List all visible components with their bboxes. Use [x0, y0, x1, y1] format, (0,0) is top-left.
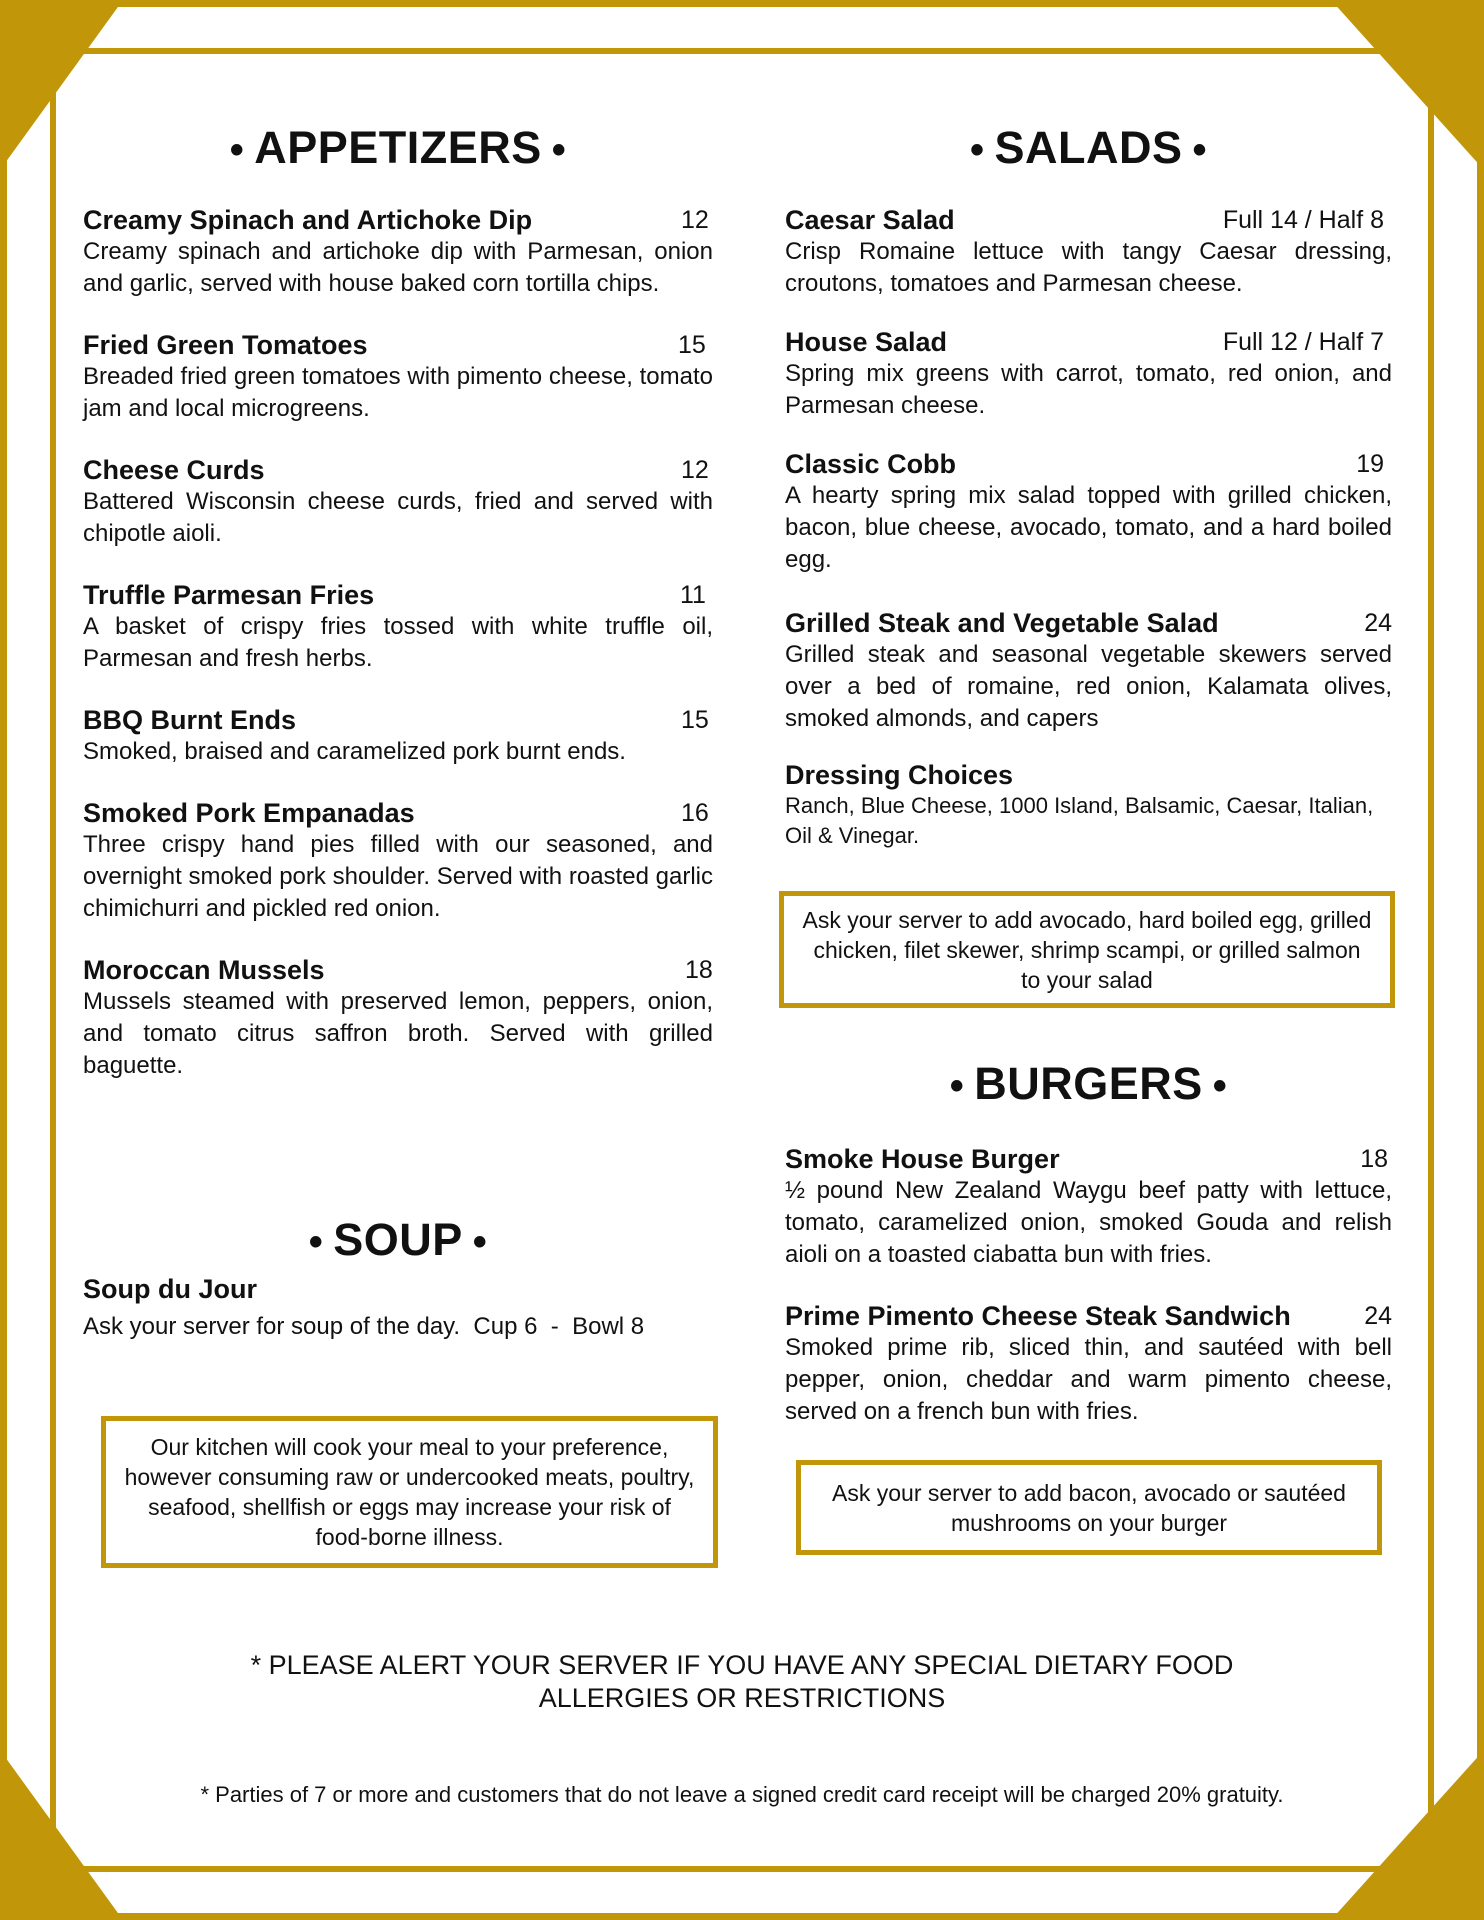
item-price: 16 — [681, 799, 709, 827]
bullet-icon: • — [969, 128, 985, 172]
item-price: 24 — [1364, 609, 1392, 637]
menu-item — [83, 954, 713, 1082]
bullet-icon: • — [949, 1064, 965, 1108]
bullet-icon: • — [308, 1220, 324, 1264]
appetizers-heading — [83, 120, 713, 176]
soup-title: SOUP — [333, 1214, 463, 1265]
item-description: Three crispy hand pies filled with our seasoned, and overnight smoked pork shoulder. Served with roasted garlic chimichurri and pickled red onion. — [83, 831, 713, 922]
item-price: Full 14 / Half 8 — [1222, 206, 1384, 234]
dressing-list: Ranch, Blue Cheese, 1000 Island, Balsamic, Caesar, Italian, Oil & Vinegar. — [785, 793, 1374, 848]
item-description: Grilled steak and seasonal vegetable skewers served over a bed of romaine, red onion, Kalamata olives, smoked almonds, and capers — [785, 641, 1392, 732]
item-description: Breaded fried green tomatoes with pimento cheese, tomato jam and local microgreens. — [83, 363, 713, 422]
salad-addon-notice — [779, 891, 1395, 1008]
bullet-icon: • — [229, 128, 245, 172]
item-description: Spring mix greens with carrot, tomato, red onion, and Parmesan cheese. — [785, 360, 1392, 419]
salad-addon-text: Ask your server to add avocado, hard boiled egg, grilled chicken, filet skewer, shrimp scampi, or grilled salmon to your salad — [802, 906, 1372, 993]
item-name: Creamy Spinach and Artichoke Dip — [83, 205, 533, 235]
item-price: 15 — [678, 331, 706, 359]
gratuity-notice: * Parties of 7 or more and customers that do not leave a signed credit card receipt will be charged 20% gratuity. — [200, 1782, 1284, 1807]
corner-bottom-right — [1331, 1750, 1484, 1920]
right-column — [785, 120, 1392, 851]
menu-item — [83, 797, 713, 925]
bullet-icon: • — [472, 1220, 488, 1264]
item-price: 19 — [1356, 450, 1384, 478]
item-price: Full 12 / Half 7 — [1222, 328, 1384, 356]
item-name: Smoked Pork Empanadas — [83, 798, 415, 828]
menu-item — [785, 448, 1392, 576]
item-name: Cheese Curds — [83, 455, 265, 485]
item-description: A hearty spring mix salad topped with grilled chicken, bacon, blue cheese, avocado, tomato, and a hard boiled egg. — [785, 482, 1392, 573]
item-name: Prime Pimento Cheese Steak Sandwich — [785, 1301, 1291, 1331]
soup-heading — [83, 1212, 713, 1268]
item-name: Truffle Parmesan Fries — [83, 580, 375, 610]
item-price: 11 — [680, 581, 706, 609]
item-description: A basket of crispy fries tossed with white truffle oil, Parmesan and fresh herbs. — [83, 613, 713, 672]
allergy-notice — [0, 1649, 1484, 1715]
burger-addon-text: Ask your server to add bacon, avocado or sautéed mushrooms on your burger — [832, 1479, 1346, 1536]
burger-addon-notice — [796, 1460, 1382, 1555]
item-name: Smoke House Burger — [785, 1144, 1060, 1174]
menu-item — [83, 579, 713, 675]
dressing-title: Dressing Choices — [785, 760, 1014, 790]
bullet-icon: • — [1212, 1064, 1228, 1108]
item-price: 12 — [681, 206, 709, 234]
bullet-icon: • — [1192, 128, 1208, 172]
item-description: Smoked prime rib, sliced thin, and sautéed with bell pepper, onion, cheddar and warm pimento cheese, served on a french bun with fries. — [785, 1334, 1392, 1425]
food-safety-text: Our kitchen will cook your meal to your preference, however consuming raw or undercooked meats, poultry, seafood, shellfish or eggs may increase your risk of food-borne illness. — [124, 1434, 695, 1550]
menu-item — [785, 1300, 1392, 1428]
menu-item — [83, 454, 713, 550]
salads-heading — [785, 120, 1392, 176]
burgers-heading — [785, 1056, 1392, 1112]
item-price: 24 — [1364, 1302, 1392, 1330]
appetizers-title: APPETIZERS — [254, 122, 542, 173]
menu-item — [83, 204, 713, 300]
item-name: Grilled Steak and Vegetable Salad — [785, 608, 1219, 638]
menu-item — [785, 326, 1392, 422]
item-description: Crisp Romaine lettuce with tangy Caesar dressing, croutons, tomatoes and Parmesan cheese. — [785, 238, 1392, 297]
item-price: 15 — [681, 706, 709, 734]
bullet-icon: • — [551, 128, 567, 172]
item-description: Battered Wisconsin cheese curds, fried and served with chipotle aioli. — [83, 488, 713, 547]
item-price: 18 — [1360, 1145, 1388, 1173]
soup-item-description: Ask your server for soup of the day. Cup 6 - Bowl 8 — [83, 1313, 645, 1340]
item-name: House Salad — [785, 327, 948, 357]
food-safety-notice — [101, 1416, 718, 1568]
item-name: BBQ Burnt Ends — [83, 705, 296, 735]
left-column — [83, 120, 713, 1082]
item-name: Caesar Salad — [785, 205, 955, 235]
salads-title: SALADS — [994, 122, 1183, 173]
menu-item — [785, 607, 1392, 735]
item-name: Classic Cobb — [785, 449, 957, 479]
burgers-title: BURGERS — [974, 1058, 1203, 1109]
item-description: Smoked, braised and caramelized pork burnt ends. — [83, 738, 626, 765]
item-description: Creamy spinach and artichoke dip with Parmesan, onion and garlic, served with house baked corn tortilla chips. — [83, 238, 713, 297]
menu-item — [83, 329, 713, 425]
allergy-text: * PLEASE ALERT YOUR SERVER IF YOU HAVE ANY SPECIAL DIETARY FOOD ALLERGIES OR RESTRICTIONS — [250, 1650, 1234, 1713]
soup-item-name: Soup du Jour — [83, 1274, 257, 1304]
dressing-choices — [785, 759, 1392, 851]
burger-list — [785, 1143, 1392, 1428]
corner-bottom-left — [0, 1750, 123, 1920]
menu-item — [83, 704, 713, 768]
menu-item — [785, 1143, 1392, 1271]
item-price: 12 — [681, 456, 709, 484]
item-description: Mussels steamed with preserved lemon, peppers, onion, and tomato citrus saffron broth. Served with grilled baguette. — [83, 988, 713, 1079]
menu-item — [785, 204, 1392, 300]
item-name: Moroccan Mussels — [83, 955, 325, 985]
item-price: 18 — [685, 956, 713, 984]
item-description: ½ pound New Zealand Waygu beef patty with lettuce, tomato, caramelized onion, smoked Gouda and relish aioli on a toasted ciabatta bun with fries. — [785, 1177, 1392, 1268]
item-name: Fried Green Tomatoes — [83, 330, 368, 360]
